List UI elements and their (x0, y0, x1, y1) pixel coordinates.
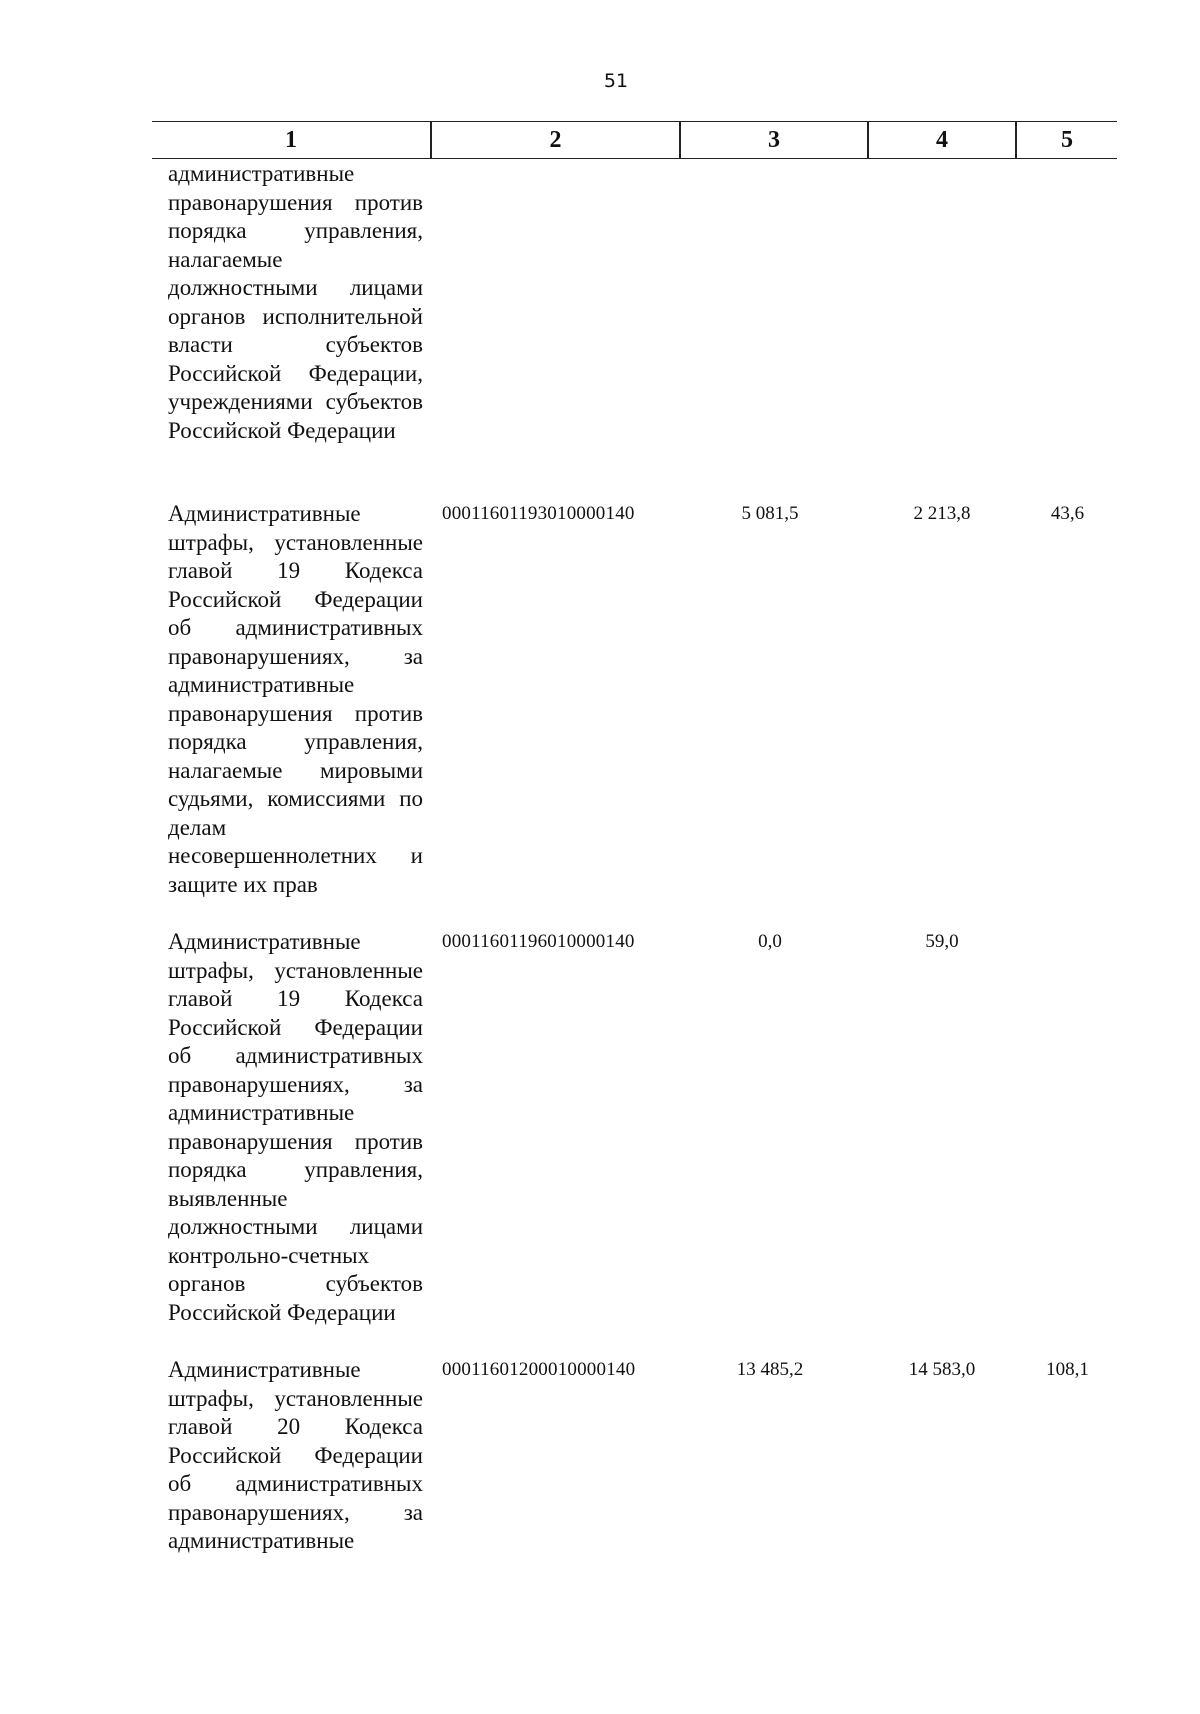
row-value-col4: 2 213,8 (913, 503, 971, 524)
row-value-col3: 5 081,5 (741, 503, 799, 524)
row-value-col3: 13 485,2 (736, 1359, 804, 1380)
row-description: Административные штрафы, установленные главой 19 Кодекса Российской Федерации об административных правонарушениях, за административные правонарушения против порядка управления, налагаемые мировыми судьями, комиссиями по делам несовершеннолетних и защите их прав (168, 501, 423, 897)
row-code: 00011601196010000140 (442, 931, 635, 952)
row-value-col3: 0,0 (758, 931, 782, 952)
header-col-4: 4 (936, 127, 948, 153)
row-value-col5: 108,1 (1046, 1359, 1089, 1380)
header-col-5: 5 (1061, 127, 1073, 153)
row-code: 00011601193010000140 (442, 503, 635, 524)
header-col-3: 3 (768, 127, 780, 153)
row-description: административные правонарушения против порядка управления, налагаемые должностными лицами органов исполнительной власти субъектов Российской Федерации, учреждениями субъектов Российской Федерации (168, 161, 423, 443)
page-number: 51 (603, 70, 629, 92)
row-value-col4: 59,0 (925, 931, 959, 952)
row-value-col4: 14 583,0 (908, 1359, 976, 1380)
row-description: Административные штрафы, установленные главой 20 Кодекса Российской Федерации об административных правонарушениях, за административные (168, 1357, 423, 1553)
table-header (152, 121, 1117, 159)
row-description: Административные штрафы, установленные главой 19 Кодекса Российской Федерации об административных правонарушениях, за административные правонарушения против порядка управления, выявленные должностными лицами контрольно-счетных органов субъектов Российской Федерации (168, 929, 423, 1325)
header-col-2: 2 (549, 127, 562, 153)
row-value-col5: 43,6 (1050, 503, 1085, 524)
header-col-1: 1 (285, 127, 297, 153)
row-code: 00011601200010000140 (442, 1359, 636, 1380)
